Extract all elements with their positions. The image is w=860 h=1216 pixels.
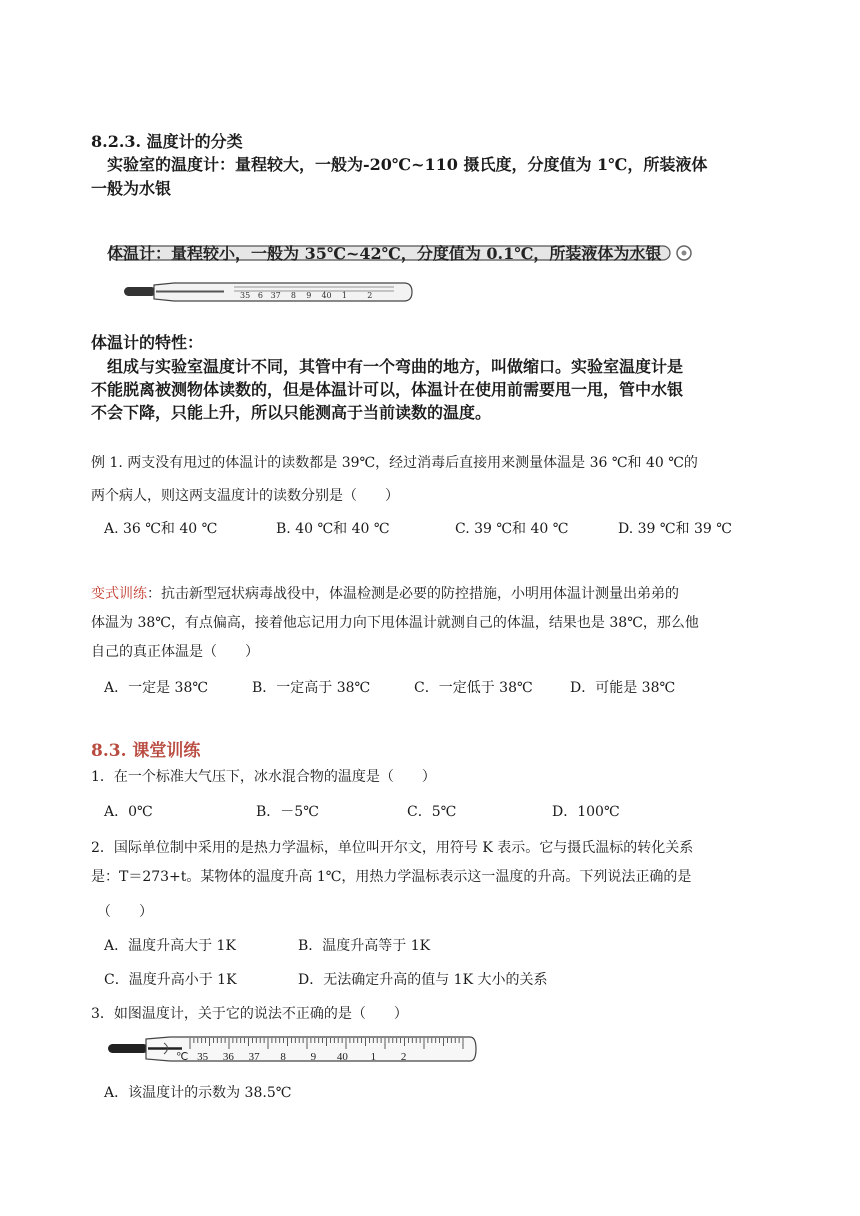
example1-line2: 两个病人，则这两支温度计的读数分别是（ ）: [91, 488, 399, 504]
example1-option-c: C. 39 ℃和 40 ℃: [455, 521, 569, 537]
example1-option-b: B. 40 ℃和 40 ℃: [276, 521, 390, 537]
q1-option-c: C．5℃: [407, 804, 457, 820]
tick-label: 35: [240, 291, 251, 300]
q3-thermometer-labels: [176, 1050, 406, 1063]
features-heading: 体温计的特性：: [91, 333, 204, 352]
q1-text: 1．在一个标准大气压下，冰水混合物的温度是（ ）: [91, 769, 436, 785]
tick-label: 2: [400, 1051, 407, 1063]
q2-line3: （ ）: [97, 904, 153, 920]
tick-label: 1: [341, 291, 347, 300]
tick-label: 8: [280, 1051, 286, 1063]
clinical-thermometer-text: 体温计：量程较小，一般为 35℃~42℃，分度值为 0.1℃，所装液体为水银: [107, 244, 662, 263]
features-line3: 不会下降，只能上升，所以只能测高于当前读数的温度。: [91, 403, 492, 422]
lab-thermometer-line2: 一般为水银: [91, 179, 172, 198]
q1-option-a: A．0℃: [104, 804, 153, 820]
tick-label: 40: [336, 1051, 348, 1063]
section-heading-83: 8.3. 课堂训练: [91, 741, 201, 761]
example1-option-d: D. 39 ℃和 39 ℃: [618, 521, 732, 537]
tick-label: 8: [290, 291, 297, 300]
tick-label: 35: [197, 1051, 209, 1063]
features-line1: 组成与实验室温度计不同，其管中有一个弯曲的地方，叫做缩口。实验室温度计是: [107, 357, 684, 376]
tick-label: 40: [321, 291, 332, 300]
tick-label: 9: [306, 291, 312, 300]
q3-option-a: A．该温度计的示数为 38.5℃: [104, 1085, 292, 1101]
q2-line2: 是：T＝273+t。某物体的温度升高 1℃，用热力学温标表示这一温度的升高。下列说法正确的是: [91, 869, 692, 885]
clinical-thermometer-ticks: [240, 291, 372, 300]
tick-label: 6: [257, 291, 263, 300]
q2-option-a: A．温度升高大于 1K: [104, 938, 236, 954]
features-line2: 不能脱离被测物体读数的，但是体温计可以，体温计在使用前需要甩一甩，管中水银: [91, 380, 684, 399]
q2-option-b: B．温度升高等于 1K: [298, 938, 431, 954]
q1-option-b: B．－5℃: [256, 804, 319, 820]
variant-option-d: D．可能是 38℃: [570, 680, 676, 696]
tick-label: 37: [248, 1051, 260, 1063]
q1-option-d: D．100℃: [552, 804, 620, 820]
variant-line2: 体温为 38℃，有点偏高，接着他忘记用力向下甩体温计就测自己的体温，结果也是 38℃，那么他: [91, 615, 699, 631]
example1-line1: 例 1. 两支没有甩过的体温计的读数都是 39℃，经过消毒后直接用来测量体温是 36 ℃和 40 ℃的: [91, 455, 698, 471]
q2-line1: 2．国际单位制中采用的是热力学温标，单位叫开尔文，用符号 K 表示。它与摄氏温标的转化关系: [91, 840, 694, 856]
tick-label: 1: [370, 1051, 377, 1063]
tick-label: 37: [270, 291, 281, 300]
section-heading: 8.2.3. 温度计的分类: [91, 132, 243, 151]
variant-line3: 自己的真正体温是（ ）: [91, 644, 259, 660]
tick-label: 36: [222, 1051, 234, 1063]
tick-label: 2: [367, 291, 373, 300]
variant-option-a: A．一定是 38℃: [104, 680, 209, 696]
q3-text: 3．如图温度计，关于它的说法不正确的是（ ）: [91, 1006, 408, 1022]
variant-line1: [91, 583, 679, 603]
q2-option-d: D．无法确定升高的值与 1K 大小的关系: [298, 972, 548, 988]
variant-option-b: B．一定高于 38℃: [252, 680, 371, 696]
variant-option-c: C．一定低于 38℃: [414, 680, 533, 696]
tick-label: 9: [310, 1051, 317, 1063]
q2-option-c: C．温度升高小于 1K: [104, 972, 237, 988]
example1-option-a: A. 36 ℃和 40 ℃: [104, 521, 218, 537]
unit-label: ℃: [176, 1051, 189, 1063]
variant-label: 变式训练: [91, 586, 147, 602]
variant-line1-text: ：抗击新型冠状病毒战役中，体温检测是必要的防控措施，小明用体温计测量出弟弟的: [147, 586, 679, 602]
lab-thermometer-line1: 实验室的温度计：量程较大，一般为-20℃~110 摄氏度，分度值为 1℃，所装液体: [107, 155, 708, 174]
